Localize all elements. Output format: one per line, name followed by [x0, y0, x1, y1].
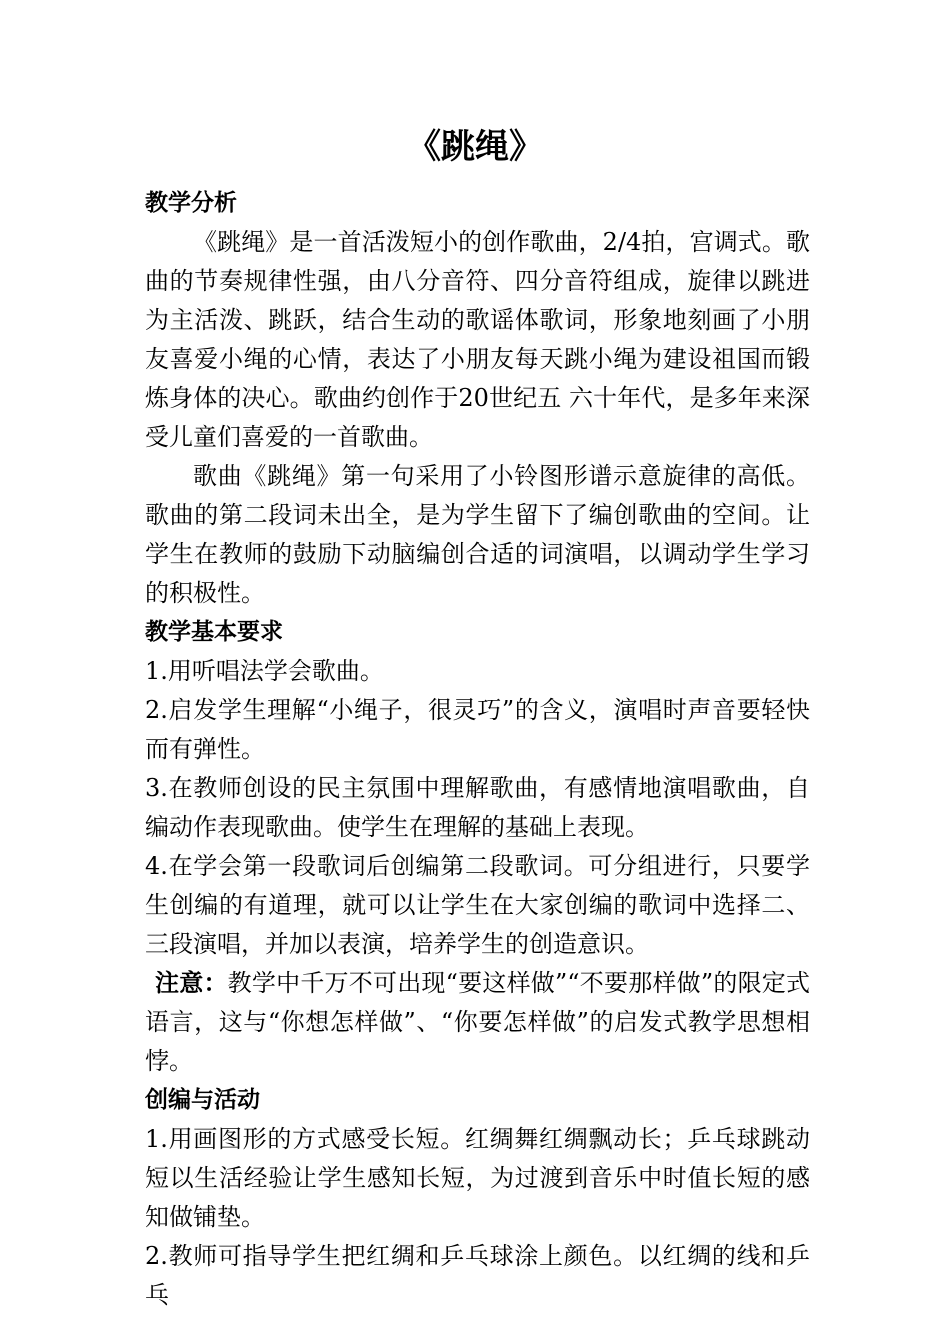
document-body [145, 184, 810, 1315]
document-title: 《跳绳》 [407, 127, 543, 167]
activity-item-1: 1.用画图形的方式感受长短。红绸舞红绸飘动长；乒乓球跳动短以生活经验让学生感知长短，为过渡到音乐中时值长短的感知做铺垫。 [145, 1125, 810, 1231]
analysis-paragraph-2: 歌曲《跳绳》第一句采用了小铃图形谱示意旋律的高低。歌曲的第二段词未出全，是为学生留下了编创歌曲的空间。让学生在教师的鼓励下动脑编创合适的词演唱，以调动学生学习的积极性。 [145, 462, 810, 607]
analysis-paragraph-1: 《跳绳》是一首活泼短小的创作歌曲，2/4拍，宫调式。歌曲的节奏规律性强，由八分音符、四分音符组成，旋律以跳进为主活泼、跳跃，结合生动的歌谣体歌词，形象地刻画了小朋友喜爱小绳的心情，表达了小朋友每天跳小绳为建设祖国而锻炼身体的决心。歌曲约创作于20世纪五 六十年代，是多年来深受儿童们喜爱的一首歌曲。 [145, 228, 810, 451]
note-label: 注意： [155, 969, 228, 997]
note-text: 教学中千万不可出现“要这样做”“不要那样做”的限定式语言，这与“你想怎样做”、“你要怎样做”的启发式教学思想相悖。 [145, 969, 811, 1075]
section-heading-requirements: 教学基本要求 [145, 619, 283, 645]
section-heading-analysis: 教学分析 [145, 190, 237, 216]
activity-item-2: 2.教师可指导学生把红绸和乒乓球涂上颜色。以红绸的线和乒乓 [145, 1242, 810, 1309]
requirement-item-4: 4.在学会第一段歌词后创编第二段歌词。可分组进行，只要学生创编的有道理，就可以让学生在大家创编的歌词中选择二、三段演唱，并加以表演，培养学生的创造意识。 [145, 852, 810, 958]
section-heading-activities: 创编与活动 [145, 1087, 260, 1113]
note-paragraph [145, 964, 810, 1081]
requirement-item-3: 3.在教师创设的民主氛围中理解歌曲，有感情地演唱歌曲，自编动作表现歌曲。使学生在理解的基础上表现。 [145, 774, 810, 841]
requirement-item-1: 1.用听唱法学会歌曲。 [145, 657, 384, 685]
requirement-item-2: 2.启发学生理解“小绳子，很灵巧”的含义，演唱时声音要轻快而有弹性。 [145, 696, 810, 763]
